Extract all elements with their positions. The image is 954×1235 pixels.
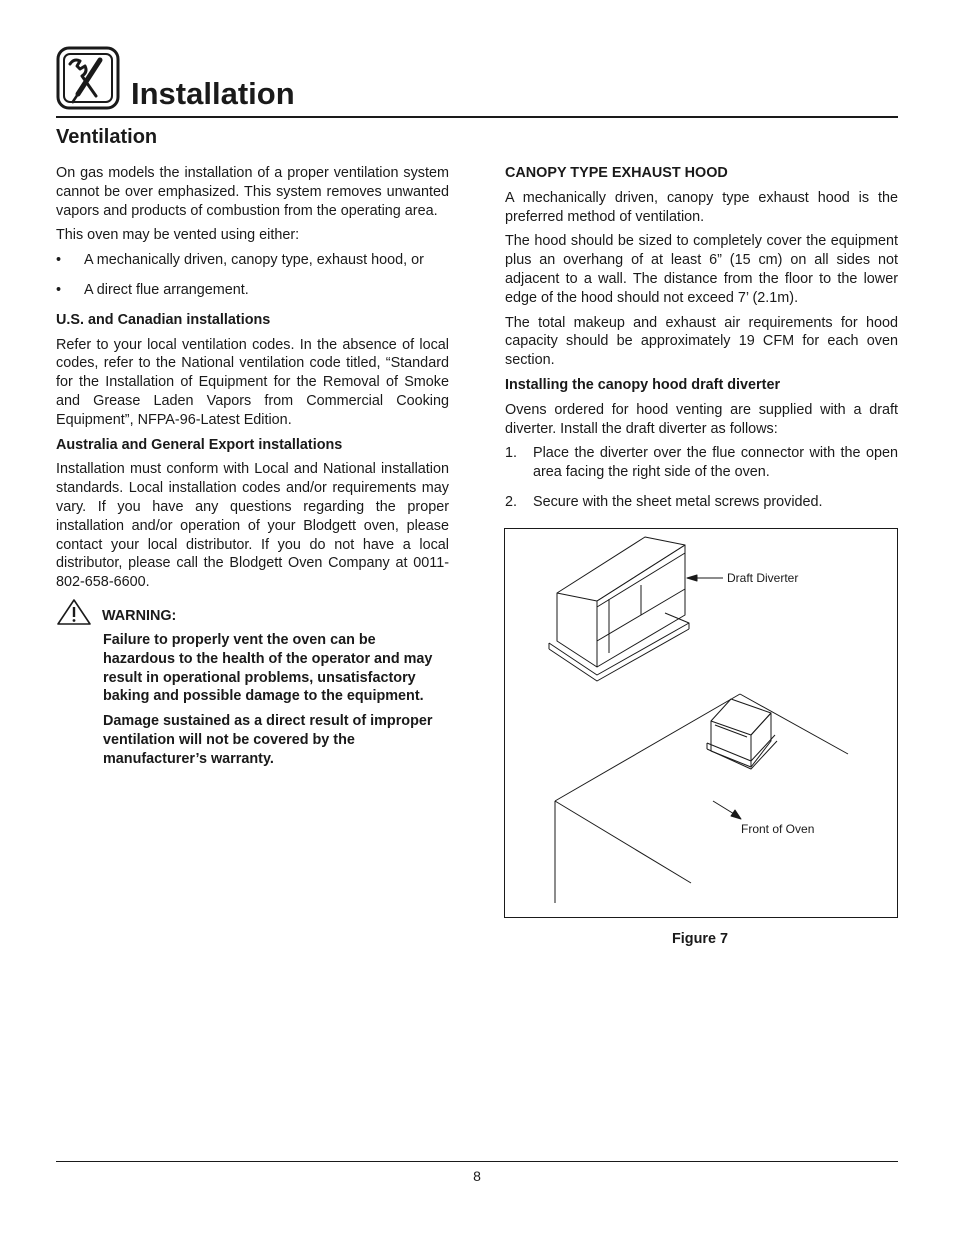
list-item: 2. Secure with the sheet metal screws provided. (505, 493, 823, 510)
vent-options-list (56, 251, 449, 300)
page-title: Installation (131, 76, 295, 111)
export-installations-heading: Australia and General Export installations (56, 436, 343, 453)
footer-rule (56, 1161, 898, 1162)
install-steps-list (505, 444, 898, 511)
draft-diverter-intro: Ovens ordered for hood venting are supplied with a draft diverter. Install the draft diverter as follows: (505, 401, 898, 437)
list-item: • A direct flue arrangement. (56, 281, 249, 298)
step-number: 2. (505, 493, 518, 510)
draft-diverter-label: Draft Diverter (727, 571, 799, 585)
canopy-hood-heading: CANOPY TYPE EXHAUST HOOD (505, 165, 728, 181)
list-item: • A mechanically driven, canopy type, exhaust hood, or (56, 252, 424, 269)
intro-paragraph: On gas models the installation of a proper ventilation system cannot be over emphasized. This system removes unwanted vapors and products of combustion from the operating area. (56, 165, 449, 219)
warning-triangle-icon (56, 598, 92, 626)
tools-icon (56, 46, 120, 110)
header-rule (56, 116, 898, 118)
bullet-mark: • (56, 281, 62, 298)
us-installations-heading: U.S. and Canadian installations (56, 311, 271, 328)
page-number: 8 (473, 1168, 481, 1184)
right-column (505, 164, 898, 523)
canopy-paragraph: The hood should be sized to completely cover the equipment plus an overhang of at least 6” (15 cm) on all sides not adjacent to a wall. The distance from the floor to the lower edge of the hood should not exceed 7’ (2.1m). (505, 233, 898, 306)
bullet-mark: • (56, 252, 62, 269)
warning-label: WARNING: (102, 607, 177, 624)
warning-body (103, 631, 443, 769)
figure-7-diagram (504, 528, 898, 918)
warning-header (56, 604, 449, 628)
us-installations-text: Refer to your local ventilation codes. In the absence of local codes, refer to the National ventilation code titled, “Standard for the Installation of Equipment for the Removal of Smoke and Grease Laden Vapors from Commercial Cooking Equipment”, NFPA-96-Latest Edition. (56, 336, 449, 428)
figure-caption: Figure 7 (672, 931, 728, 947)
draft-diverter-illustration (505, 529, 897, 917)
export-installations-text: Installation must conform with Local and National installation standards. Local installation codes and/or requirements may vary. If you have any questions regarding the proper installation and/or operation of your Blodgett oven, please contact your local distributor. If you do not have a local distributor, please call the Blodgett Oven Company at 0011-802-658-6600. (56, 461, 449, 591)
warning-paragraph: Failure to properly vent the oven can be hazardous to the health of the operator and may result in operational problems, unsatisfactory baking and possible damage to the equipment. (103, 631, 433, 705)
canopy-paragraph: A mechanically driven, canopy type exhaust hood is the preferred method of ventilation. (505, 189, 898, 225)
draft-diverter-heading: Installing the canopy hood draft diverter (505, 376, 781, 393)
step-number: 1. (505, 445, 518, 462)
canopy-paragraph: The total makeup and exhaust air requirements for hood capacity should be approximately 19 CFM for each oven section. (505, 314, 898, 369)
vent-options-intro: This oven may be vented using either: (56, 227, 300, 244)
list-item: 1. Place the diverter over the flue connector with the open area facing the right side of the oven. (505, 445, 898, 481)
warning-paragraph: Damage sustained as a direct result of improper ventilation will not be covered by the manufacturer’s warranty. (103, 713, 433, 767)
left-column (56, 164, 449, 775)
section-title: Ventilation (56, 126, 158, 148)
front-of-oven-label: Front of Oven (741, 822, 815, 836)
